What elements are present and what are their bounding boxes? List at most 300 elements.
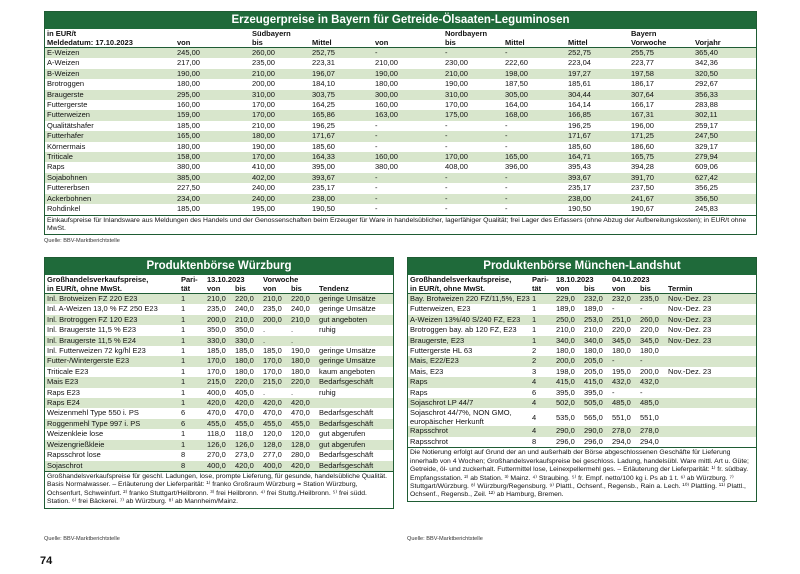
value-cell: 420,0 bbox=[233, 461, 261, 471]
value-cell: 180,0 bbox=[556, 346, 575, 356]
value-cell: 380,00 bbox=[375, 162, 398, 172]
value-cell: 223,31 bbox=[312, 58, 335, 68]
product-cell: Futtererbsen bbox=[47, 183, 90, 193]
value-cell: 160,00 bbox=[177, 100, 200, 110]
date-header: 18.10.2023 bbox=[556, 275, 594, 284]
paritaet-header: tät bbox=[530, 284, 554, 294]
value-cell: 170,00 bbox=[443, 152, 503, 162]
value-cell: 240,0 bbox=[235, 304, 254, 314]
value-cell: 190,67 bbox=[631, 204, 654, 214]
value-cell: 230,00 bbox=[445, 58, 468, 68]
value-cell: 356,50 bbox=[693, 194, 756, 204]
bis-header: bis bbox=[289, 284, 317, 294]
value-cell: 190,00 bbox=[445, 79, 468, 89]
table-row bbox=[408, 426, 756, 436]
value-cell: 235,0 bbox=[207, 304, 226, 314]
value-cell: 164,00 bbox=[505, 100, 528, 110]
value-cell: 1 bbox=[179, 398, 205, 408]
head-label: in EUR/t, ohne MwSt. bbox=[408, 284, 530, 294]
value-cell: 195,0 bbox=[612, 366, 631, 376]
group-nordbayern: Nordbayern bbox=[445, 29, 488, 38]
page-number: 74 bbox=[40, 555, 53, 567]
product-cell: Futterhafer bbox=[45, 131, 175, 141]
value-cell: 175,00 bbox=[443, 110, 503, 120]
value-cell: 304,44 bbox=[566, 90, 629, 100]
tendenz-header: Tendenz bbox=[317, 284, 393, 294]
value-cell: - bbox=[375, 204, 378, 214]
value-cell: 1 bbox=[179, 377, 205, 387]
bis-header: bis bbox=[582, 284, 610, 294]
value-cell: - bbox=[445, 120, 448, 130]
table-row bbox=[45, 183, 756, 193]
value-cell: 166,85 bbox=[566, 110, 629, 120]
value-cell: - bbox=[443, 48, 503, 59]
table-row bbox=[45, 204, 756, 214]
value-cell: 260,0 bbox=[638, 315, 666, 325]
value-cell: 565,0 bbox=[584, 412, 603, 422]
value-cell: 238,00 bbox=[310, 194, 373, 204]
value-cell bbox=[666, 346, 756, 356]
value-cell: 210,0 bbox=[289, 315, 317, 325]
value-cell: 195,00 bbox=[252, 204, 275, 214]
table-row bbox=[408, 367, 756, 377]
value-cell: 6 bbox=[532, 387, 537, 397]
value-cell: 395,00 bbox=[312, 162, 335, 172]
table-row bbox=[45, 142, 756, 152]
value-cell: 1 bbox=[181, 325, 186, 335]
value-cell: 165,86 bbox=[310, 110, 373, 120]
value-cell: 166,17 bbox=[631, 100, 654, 110]
table-row bbox=[45, 58, 756, 68]
value-cell: 128,0 bbox=[289, 440, 317, 450]
value-cell: - bbox=[375, 141, 378, 151]
value-cell: 303,75 bbox=[310, 90, 373, 100]
value-cell: 170,0 bbox=[207, 366, 226, 376]
value-cell: 165,75 bbox=[629, 152, 693, 162]
value-cell: 190,0 bbox=[291, 346, 310, 356]
value-cell: 1 bbox=[530, 315, 554, 325]
value-cell: 223,77 bbox=[631, 58, 654, 68]
value-cell: 420,0 bbox=[289, 461, 317, 471]
value-cell: 160,00 bbox=[373, 152, 443, 162]
value-cell: Nov.-Dez. 23 bbox=[668, 304, 712, 314]
table-row bbox=[45, 356, 393, 366]
value-cell: 205,0 bbox=[584, 366, 603, 376]
value-cell: 365,40 bbox=[693, 48, 756, 59]
value-cell: 1 bbox=[181, 366, 186, 376]
value-cell: 235,0 bbox=[638, 294, 666, 305]
value-cell: 185,0 bbox=[263, 346, 282, 356]
value-cell: 385,00 bbox=[175, 173, 250, 183]
value-cell: 210,0 bbox=[205, 294, 233, 305]
value-cell: 305,00 bbox=[503, 90, 566, 100]
value-cell: 485,0 bbox=[610, 398, 638, 408]
product-cell: Raps bbox=[408, 377, 530, 387]
value-cell: 232,0 bbox=[582, 294, 610, 305]
head-label: Großhandelsverkaufspreise, bbox=[410, 275, 512, 284]
value-cell: 356,33 bbox=[693, 90, 756, 100]
value-cell: 200,0 bbox=[261, 315, 289, 325]
value-cell: 455,0 bbox=[261, 419, 289, 429]
value-cell: Nov.-Dez. 23 bbox=[666, 294, 756, 305]
value-cell: 220,0 bbox=[612, 325, 631, 335]
value-cell: 8 bbox=[532, 436, 537, 446]
value-cell: 260,00 bbox=[250, 48, 310, 59]
value-cell: 4 bbox=[530, 398, 554, 408]
value-cell: - bbox=[373, 173, 443, 183]
value-cell: 189,0 bbox=[556, 304, 575, 314]
value-cell: 278,0 bbox=[638, 426, 666, 436]
value-cell: 185,0 bbox=[235, 346, 254, 356]
product-cell: Raps E24 bbox=[45, 398, 179, 408]
value-cell: ruhig bbox=[319, 325, 336, 335]
value-cell: 294,0 bbox=[612, 436, 631, 446]
value-cell: 380,00 bbox=[177, 162, 200, 172]
value-cell: 217,00 bbox=[177, 58, 200, 68]
product-cell: Weizenkleie lose bbox=[47, 429, 104, 439]
value-cell: 340,0 bbox=[582, 336, 610, 346]
value-cell: 470,0 bbox=[263, 408, 282, 418]
wuerzburg-section bbox=[44, 257, 394, 509]
value-cell: 220,0 bbox=[640, 325, 659, 335]
product-cell: Qualitätshafer bbox=[47, 120, 94, 130]
value-cell: - bbox=[640, 304, 643, 314]
value-cell: 198,00 bbox=[503, 69, 566, 79]
value-cell: 235,00 bbox=[252, 58, 275, 68]
product-cell: Raps bbox=[410, 387, 428, 397]
value-cell: 160,00 bbox=[375, 100, 398, 110]
value-cell: 189,0 bbox=[584, 304, 603, 314]
value-cell: 300,00 bbox=[373, 90, 443, 100]
value-cell: 432,0 bbox=[638, 377, 666, 387]
product-cell: Bay. Brotweizen 220 FZ/11,5%, E23 bbox=[410, 294, 530, 303]
product-cell: Brotroggen bay. ab 120 FZ, E23 bbox=[410, 325, 517, 335]
value-cell: 185,61 bbox=[568, 79, 591, 89]
value-cell: . bbox=[291, 325, 294, 335]
product-cell: Sojaschrot LP 44/7 bbox=[408, 398, 530, 408]
value-cell: 345,0 bbox=[610, 336, 638, 346]
value-cell: 395,0 bbox=[584, 387, 603, 397]
muenchen-title: Produktenbörse München-Landshut bbox=[408, 258, 756, 275]
table-row bbox=[45, 294, 393, 305]
value-cell: 235,0 bbox=[263, 304, 282, 314]
value-cell: 1 bbox=[179, 294, 205, 305]
value-cell: 223,04 bbox=[568, 58, 591, 68]
value-cell: 310,00 bbox=[250, 90, 310, 100]
value-cell: 126,0 bbox=[233, 440, 261, 450]
col-header: Mittel bbox=[310, 38, 373, 48]
value-cell: 197,58 bbox=[629, 69, 693, 79]
value-cell: 238,00 bbox=[566, 194, 629, 204]
value-cell bbox=[666, 356, 756, 366]
value-cell: 485,0 bbox=[638, 398, 666, 408]
value-cell: 408,00 bbox=[445, 162, 468, 172]
table-row bbox=[45, 110, 756, 120]
value-cell: 220,0 bbox=[289, 377, 317, 387]
value-cell: 535,0 bbox=[556, 412, 575, 422]
value-cell: 190,00 bbox=[252, 141, 275, 151]
value-cell: 251,0 bbox=[610, 315, 638, 325]
value-cell: 455,0 bbox=[233, 419, 261, 429]
value-cell: 120,0 bbox=[263, 429, 282, 439]
value-cell: 405,0 bbox=[235, 387, 254, 397]
value-cell: 320,50 bbox=[693, 69, 756, 79]
value-cell: 158,00 bbox=[175, 152, 250, 162]
product-cell: Mais, E22/E23 bbox=[408, 356, 530, 366]
product-cell: Weizenmehl Type 550 i. PS bbox=[47, 408, 139, 418]
value-cell: 170,00 bbox=[250, 110, 310, 120]
col-header: von bbox=[373, 38, 443, 48]
product-cell: Triticale E23 bbox=[47, 366, 89, 376]
value-cell: 296,0 bbox=[584, 436, 603, 446]
value-cell: 210,00 bbox=[250, 69, 310, 79]
value-cell: 307,64 bbox=[629, 90, 693, 100]
product-cell: Inl. Futterweizen 72 kg/hl E23 bbox=[47, 346, 146, 356]
group-suedbayern: Südbayern bbox=[252, 29, 291, 38]
value-cell bbox=[666, 426, 756, 436]
wuerzburg-table bbox=[45, 275, 393, 471]
value-cell: 6 bbox=[179, 419, 205, 429]
value-cell: 196,00 bbox=[631, 120, 654, 130]
value-cell: 185,60 bbox=[568, 141, 591, 151]
value-cell: 210,0 bbox=[261, 294, 289, 305]
product-cell: Raps bbox=[47, 162, 65, 172]
value-cell: . bbox=[263, 325, 266, 335]
date-header-prev: 04.10.2023 bbox=[612, 275, 650, 284]
paritaet-header: Pari- bbox=[181, 275, 198, 284]
value-cell: Bedarfsgeschäft bbox=[319, 450, 374, 460]
product-cell: Futtergerste bbox=[47, 100, 88, 110]
value-cell: 259,17 bbox=[695, 120, 718, 130]
value-cell: 2 bbox=[532, 346, 537, 356]
value-cell: - bbox=[503, 194, 566, 204]
value-cell: - bbox=[612, 387, 615, 397]
value-cell: - bbox=[445, 204, 448, 214]
value-cell bbox=[317, 336, 393, 346]
value-cell: 229,0 bbox=[554, 294, 582, 305]
value-cell: 120,0 bbox=[291, 429, 310, 439]
wuerzburg-footnote: Großhandelsverkaufspreise für geschl. Ladungen, lose, prompte Lieferung, für gesunde, handelsübliche Qualität. Basis Normalwasser. – Erläuterung der Lieferparität: ¹⁾ franko Großraum Würzburg = Station Würzburg, Ochsenfurt, Schweinfurt. ²⁾ franko Stuttgart/Heilbronn. ³⁾ frei Heilbronn. ⁴⁾ frei Stuttg./Heilbronn. ⁵⁾ frei südd. Station. ⁶⁾ frei Bäckerei. ⁷⁾ ab Würzburg. ⁸⁾ ab Mannheim/Mainz. bbox=[45, 471, 393, 508]
value-cell: 470,0 bbox=[291, 408, 310, 418]
value-cell: 220,0 bbox=[233, 294, 261, 305]
value-cell: 470,0 bbox=[207, 408, 226, 418]
col-header: bis bbox=[250, 38, 310, 48]
value-cell: 185,0 bbox=[207, 346, 226, 356]
value-cell: . bbox=[289, 336, 317, 346]
table-row bbox=[408, 408, 756, 426]
value-cell: 1 bbox=[179, 356, 205, 366]
value-cell: 402,00 bbox=[250, 173, 310, 183]
value-cell: 180,0 bbox=[612, 346, 631, 356]
product-cell: Inl. A-Weizen 13,0 % FZ 250 E23 bbox=[47, 304, 158, 314]
value-cell: 126,0 bbox=[205, 440, 233, 450]
value-cell: Nov.-Dez. 23 bbox=[666, 336, 756, 346]
value-cell: 253,0 bbox=[582, 315, 610, 325]
value-cell: 505,0 bbox=[582, 398, 610, 408]
value-cell: - bbox=[505, 204, 508, 214]
value-cell: - bbox=[610, 356, 638, 366]
value-cell: 180,0 bbox=[235, 366, 254, 376]
value-cell: 240,0 bbox=[291, 304, 310, 314]
value-cell: 128,0 bbox=[261, 440, 289, 450]
value-cell: 277,0 bbox=[263, 450, 282, 460]
value-cell: 180,00 bbox=[177, 79, 200, 89]
value-cell: 185,00 bbox=[177, 120, 200, 130]
value-cell: 164,25 bbox=[312, 100, 335, 110]
value-cell: 1 bbox=[532, 325, 537, 335]
table-row bbox=[45, 194, 756, 204]
value-cell: - bbox=[443, 131, 503, 141]
value-cell: 350,0 bbox=[207, 325, 226, 335]
table-row bbox=[45, 79, 756, 89]
table-row bbox=[408, 346, 756, 356]
termin-header: Termin bbox=[666, 284, 756, 294]
value-cell: 190,50 bbox=[568, 204, 591, 214]
value-cell: 171,67 bbox=[310, 131, 373, 141]
value-cell: 1 bbox=[181, 346, 186, 356]
product-cell: Inl. Braugerste 11,5 % E24 bbox=[45, 336, 179, 346]
value-cell: ruhig bbox=[319, 387, 336, 397]
value-cell: . bbox=[261, 336, 289, 346]
value-cell: 245,83 bbox=[695, 204, 718, 214]
erzeugerpreise-table bbox=[45, 29, 756, 215]
table-row bbox=[45, 152, 756, 162]
source-top: Quelle: BBV-Marktberichtstelle bbox=[44, 238, 120, 244]
value-cell: 1 bbox=[179, 440, 205, 450]
value-cell: 393,67 bbox=[310, 173, 373, 183]
value-cell: geringe Umsätze bbox=[317, 356, 393, 366]
value-cell: 170,0 bbox=[205, 356, 233, 366]
value-cell: 410,00 bbox=[252, 162, 275, 172]
value-cell: 180,0 bbox=[584, 346, 603, 356]
value-cell bbox=[666, 437, 756, 447]
value-cell: gut angeboten bbox=[317, 315, 393, 325]
value-cell: 345,0 bbox=[638, 336, 666, 346]
product-cell: A-Weizen 13%/40 S/240 FZ, E23 bbox=[408, 315, 530, 325]
value-cell: - bbox=[612, 304, 615, 314]
table-row bbox=[45, 162, 756, 172]
value-cell: 200,0 bbox=[205, 315, 233, 325]
erzeugerpreise-footnote: Einkaufspreise für Inlandsware aus Meldungen des Handels und der Genossenschaften beim Erzeuger für Ware in handelsüblicher, lagerfähiger Qualität; frei Lager des Erfassers (ohne Abzug der Aufbereitungskosten); in EUR/t ohne MwSt. bbox=[45, 215, 756, 235]
product-cell: Roggenmehl Type 997 i. PS bbox=[45, 419, 179, 429]
value-cell: - bbox=[503, 131, 566, 141]
product-cell: Ackerbohnen bbox=[45, 194, 175, 204]
value-cell: 171,67 bbox=[566, 131, 629, 141]
value-cell: 395,43 bbox=[568, 162, 591, 172]
value-cell: 400,0 bbox=[207, 387, 226, 397]
value-cell: 180,00 bbox=[177, 141, 200, 151]
value-cell: 627,42 bbox=[693, 173, 756, 183]
product-cell: Rapsschrot bbox=[410, 436, 448, 446]
value-cell: - bbox=[638, 356, 666, 366]
value-cell: geringe Umsätze bbox=[319, 346, 376, 356]
product-cell: Braugerste, E23 bbox=[408, 336, 530, 346]
von-header: von bbox=[205, 284, 233, 294]
value-cell: - bbox=[503, 173, 566, 183]
value-cell: 118,0 bbox=[207, 429, 226, 439]
value-cell: 200,00 bbox=[252, 79, 275, 89]
value-cell: 330,0 bbox=[205, 336, 233, 346]
value-cell: 356,25 bbox=[695, 183, 718, 193]
value-cell: 234,00 bbox=[175, 194, 250, 204]
value-cell: 170,00 bbox=[252, 100, 275, 110]
value-cell: 180,00 bbox=[375, 79, 398, 89]
value-cell: 210,00 bbox=[443, 69, 503, 79]
source-wuerzburg: Quelle: BBV-Marktberichtstelle bbox=[44, 536, 120, 542]
value-cell: 196,07 bbox=[310, 69, 373, 79]
value-cell: 180,0 bbox=[289, 356, 317, 366]
value-cell: - bbox=[640, 387, 643, 397]
product-cell: A-Weizen bbox=[47, 58, 80, 68]
value-cell: 470,0 bbox=[235, 408, 254, 418]
table-row bbox=[45, 367, 393, 377]
value-cell: 170,0 bbox=[263, 366, 282, 376]
value-cell: 186,60 bbox=[631, 141, 654, 151]
value-cell: 330,0 bbox=[233, 336, 261, 346]
value-cell: 350,0 bbox=[235, 325, 254, 335]
value-cell: 220,0 bbox=[233, 377, 261, 387]
value-cell: Nov.-Dez. 23 bbox=[668, 325, 712, 335]
product-cell: Mais, E23 bbox=[410, 366, 444, 376]
value-cell: 198,0 bbox=[556, 366, 575, 376]
value-cell: 294,0 bbox=[640, 436, 659, 446]
value-cell: - bbox=[443, 194, 503, 204]
value-cell: 252,75 bbox=[310, 48, 373, 59]
value-cell: 420,0 bbox=[233, 398, 261, 408]
value-cell: 296,0 bbox=[556, 436, 575, 446]
value-cell: geringe Umsätze bbox=[317, 294, 393, 305]
value-cell: 420,0 bbox=[261, 398, 289, 408]
value-cell: 118,0 bbox=[235, 429, 254, 439]
product-cell: Inl. Brotroggen FZ 120 E23 bbox=[45, 315, 179, 325]
value-cell: . bbox=[291, 387, 294, 397]
product-cell: Triticale bbox=[45, 152, 175, 162]
product-cell: Rapsschrot bbox=[408, 426, 530, 436]
value-cell: 1 bbox=[181, 429, 186, 439]
value-cell: 551,0 bbox=[612, 412, 631, 422]
value-cell: 455,0 bbox=[205, 419, 233, 429]
von-header: von bbox=[261, 284, 289, 294]
col-header: bis bbox=[443, 38, 503, 48]
erzeugerpreise-section bbox=[44, 11, 757, 235]
table-row bbox=[45, 419, 393, 429]
value-cell: 502,0 bbox=[554, 398, 582, 408]
value-cell: 165,00 bbox=[175, 131, 250, 141]
value-cell: 237,50 bbox=[631, 183, 654, 193]
value-cell: 432,0 bbox=[610, 377, 638, 387]
value-cell: 302,11 bbox=[693, 110, 756, 120]
value-cell: 184,10 bbox=[312, 79, 335, 89]
table-row bbox=[45, 388, 393, 398]
value-cell: 278,0 bbox=[610, 426, 638, 436]
erzeugerpreise-title: Erzeugerpreise in Bayern für Getreide-Ölsaaten-Leguminosen bbox=[45, 12, 756, 29]
value-cell: 187,50 bbox=[505, 79, 528, 89]
value-cell: 240,00 bbox=[252, 183, 275, 193]
value-cell: 290,0 bbox=[582, 426, 610, 436]
value-cell: . bbox=[263, 387, 266, 397]
value-cell: 196,25 bbox=[312, 120, 335, 130]
value-cell: 210,00 bbox=[375, 58, 398, 68]
product-cell: Rohdinkel bbox=[47, 204, 81, 214]
value-cell: 250,0 bbox=[554, 315, 582, 325]
value-cell: Bedarfsgeschäft bbox=[317, 419, 393, 429]
value-cell: 1 bbox=[530, 294, 554, 305]
product-cell: Mais E23 bbox=[45, 377, 179, 387]
value-cell bbox=[666, 408, 756, 426]
table-row bbox=[408, 388, 756, 398]
paritaet-header: Pari- bbox=[532, 275, 549, 284]
table-row bbox=[45, 429, 393, 439]
